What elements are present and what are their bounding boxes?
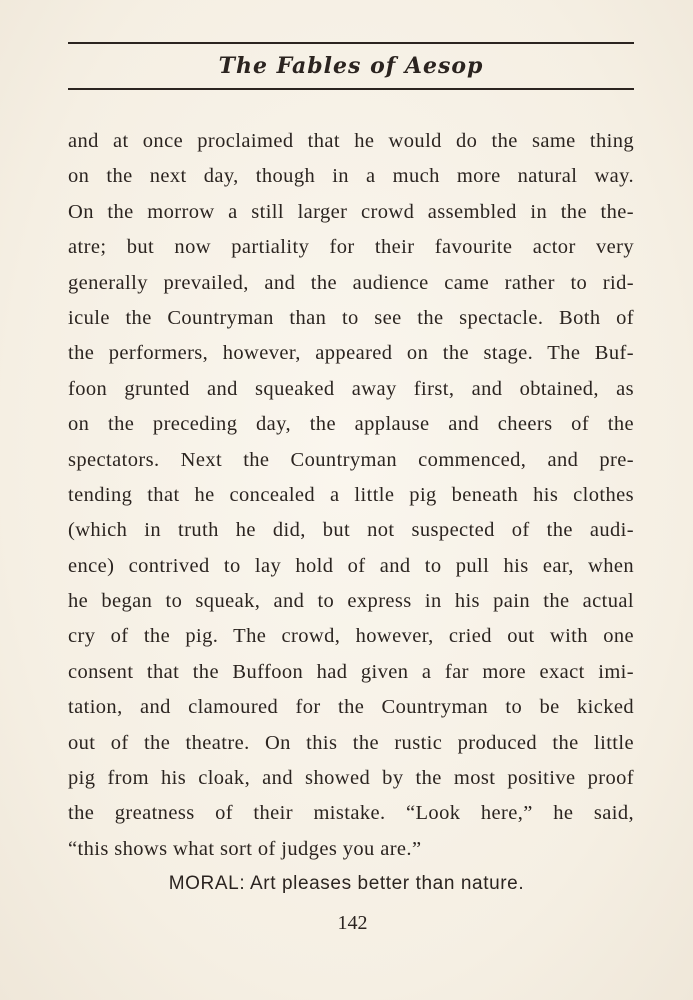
- running-title: The Fables of Aesop: [218, 53, 484, 79]
- running-header: [68, 42, 634, 92]
- text-line: he began to squeak, and to express in his pain the actual: [68, 590, 634, 613]
- header-top-rule: [68, 42, 634, 44]
- text-line: consent that the Buffoon had given a far more exact imi-: [68, 660, 634, 683]
- text-line: icule the Countryman than to see the spectacle. Both of: [68, 306, 634, 329]
- text-line: pig from his cloak, and showed by the most positive proof: [68, 767, 634, 790]
- moral-line: MORAL: Art pleases better than nature.: [168, 873, 525, 894]
- text-line: the performers, however, appeared on the stage. The Buf-: [68, 342, 634, 365]
- text-line: tation, and clamoured for the Countryman to be kicked: [68, 696, 634, 719]
- text-line: the greatness of their mistake. “Look here,” he said,: [68, 802, 634, 825]
- text-line: On the morrow a still larger crowd assembled in the the-: [68, 200, 634, 223]
- text-line: tending that he concealed a little pig beneath his clothes: [68, 483, 634, 506]
- text-line: on the next day, though in a much more natural way.: [68, 165, 634, 188]
- text-line: on the preceding day, the applause and cheers of the: [68, 413, 634, 436]
- text-line: atre; but now partiality for their favourite actor very: [68, 236, 634, 259]
- text-line: cry of the pig. The crowd, however, cried out with one: [68, 625, 634, 648]
- text-line: (which in truth he did, but not suspected of the audi-: [68, 519, 634, 542]
- text-line: and at once proclaimed that he would do the same thing: [68, 130, 634, 152]
- text-line: foon grunted and squeaked away first, and obtained, as: [68, 377, 634, 400]
- fable-text: [68, 124, 634, 867]
- page-number: 142: [337, 912, 368, 934]
- text-line: spectators. Next the Countryman commenced, and pre-: [68, 448, 634, 471]
- text-line: out of the theatre. On this the rustic produced the little: [68, 731, 634, 754]
- text-line-last: “this shows what sort of judges you are.”: [68, 837, 422, 860]
- header-bottom-rule: [68, 88, 634, 90]
- text-line: generally prevailed, and the audience came rather to rid-: [68, 271, 634, 294]
- text-line: ence) contrived to lay hold of and to pull his ear, when: [68, 554, 634, 577]
